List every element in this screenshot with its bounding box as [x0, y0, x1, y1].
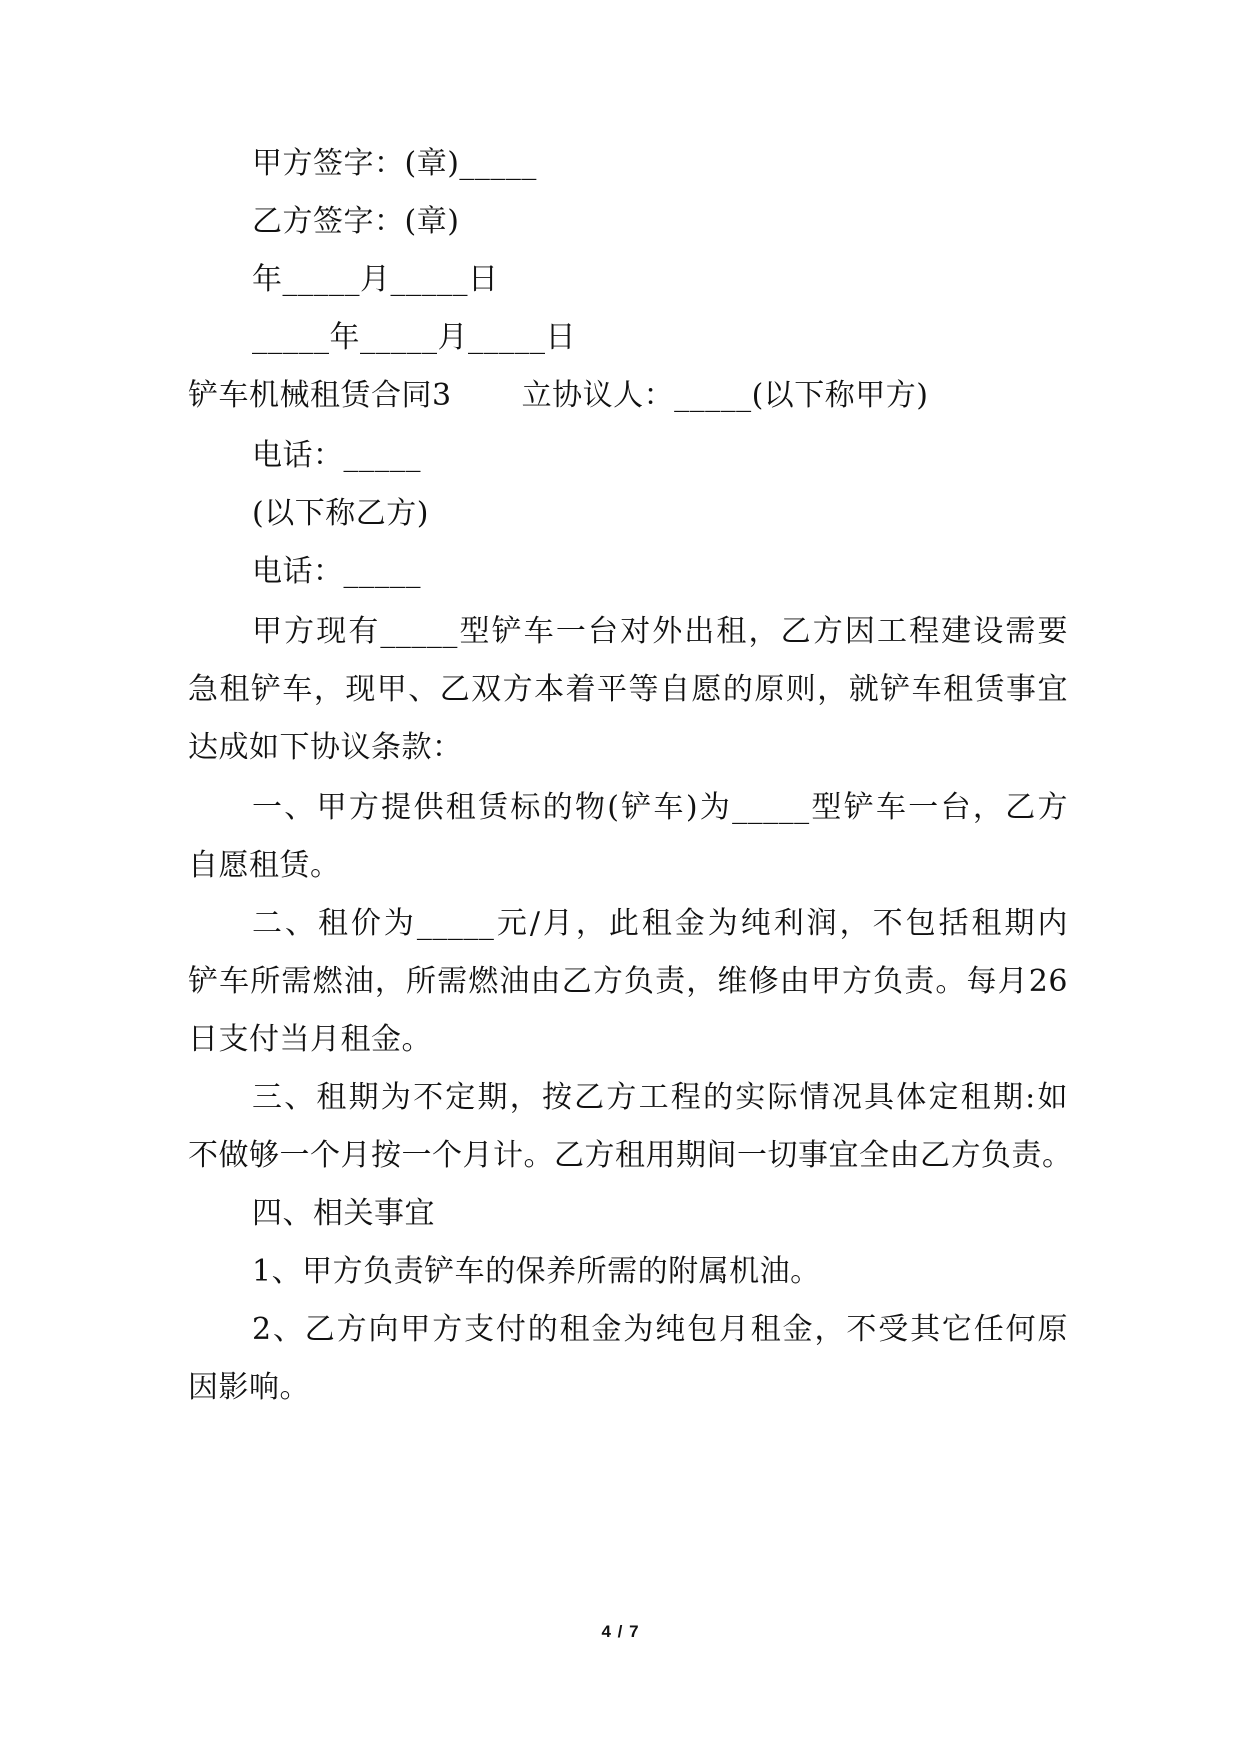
clause-2-line-2: 铲车所需燃油，所需燃油由乙方负责，维修由甲方负责。每月26	[188, 964, 1068, 999]
clause-4-heading: 四、相关事宜	[252, 1196, 435, 1231]
contract-heading-line	[188, 376, 1068, 416]
date-line-2: _____年_____月_____日	[252, 320, 576, 355]
clause-4-item-2-line-1: 2、乙方向甲方支付的租金为纯包月租金，不受其它任何原	[252, 1312, 1068, 1347]
clause-4-item-2-line-2: 因影响。	[188, 1370, 310, 1405]
clause-3-line-2: 不做够一个月按一个月计。乙方租用期间一切事宜全由乙方负责。	[188, 1138, 1073, 1173]
clause-2-line-3: 日支付当月租金。	[188, 1022, 432, 1057]
date-line-1: 年_____月_____日	[252, 262, 499, 297]
preamble-line-1: 甲方现有_____型铲车一台对外出租，乙方因工程建设需要	[252, 614, 1068, 649]
party-a-signature-line: 甲方签字：(章)_____	[252, 146, 537, 181]
preamble-line-3: 达成如下协议条款：	[188, 730, 463, 765]
clause-1-line-2: 自愿租赁。	[188, 848, 341, 883]
contract-title: 铲车机械租赁合同3	[188, 378, 452, 413]
clause-3-line-1: 三、租期为不定期，按乙方工程的实际情况具体定租期:如	[252, 1080, 1068, 1115]
preamble-line-2: 急租铲车，现甲、乙双方本着平等自愿的原则，就铲车租赁事宜	[188, 672, 1068, 707]
party-b-phone: 电话：_____	[252, 554, 421, 589]
page-number: 4 / 7	[601, 1622, 640, 1641]
party-b-intro: (以下称乙方)	[252, 496, 429, 531]
clause-4-item-1: 1、甲方负责铲车的保养所需的附属机油。	[252, 1254, 821, 1289]
party-a-intro: 立协议人：_____(以下称甲方)	[521, 378, 929, 413]
clause-1-line-1: 一、甲方提供租赁标的物(铲车)为_____型铲车一台，乙方	[252, 790, 1068, 825]
party-a-phone: 电话：_____	[252, 438, 421, 473]
party-b-signature-line: 乙方签字：(章)	[252, 204, 460, 239]
clause-2-line-1: 二、租价为_____元/月，此租金为纯利润，不包括租期内	[252, 906, 1068, 941]
